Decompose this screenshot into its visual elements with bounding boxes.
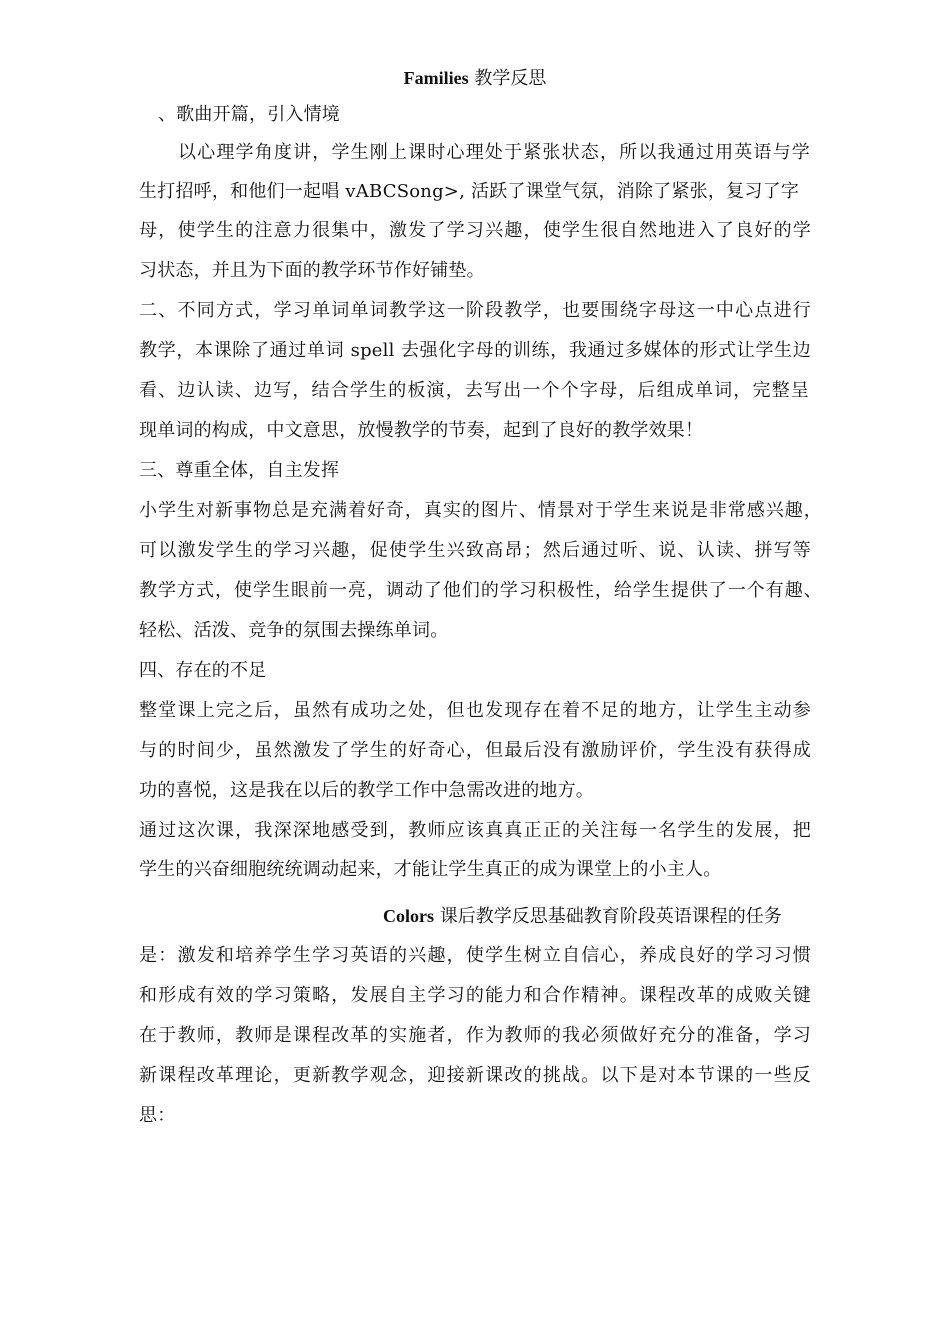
paragraph-line: 功的喜悦，这是我在以后的教学工作中急需改进的地方。 <box>139 780 594 801</box>
paragraph-line: 学生的兴奋细胞统统调动起来，才能让学生真正的成为课堂上的小主人。 <box>139 859 722 880</box>
paragraph-line: 看、边认读、边写，结合学生的板演，去写出一个个字母，后组成单词，完整呈 <box>139 380 809 401</box>
title-english: Families <box>403 68 469 88</box>
document-title <box>0 65 950 92</box>
paragraph-line: 轻松、活泼、竞争的氛围去操练单词。 <box>139 620 449 641</box>
paragraph-line: 与的时间少，虽然激发了学生的好奇心，但最后没有激励评价，学生没有获得成 <box>139 740 811 761</box>
subtitle-english: Colors <box>383 906 434 926</box>
paragraph-line: 以心理学角度讲，学生刚上课时心理处于紧张状态，所以我通过用英语与学 <box>178 142 810 163</box>
paragraph-line: 现单词的构成，中文意思，放慢教学的节奏，起到了良好的教学效果！ <box>139 420 704 441</box>
section-subtitle <box>383 903 782 930</box>
paragraph-line: 是：激发和培养学生学习英语的兴趣，使学生树立自信心，养成良好的学习习惯 <box>139 945 811 966</box>
paragraph-line: 整堂课上完之后，虽然有成功之处，但也发现存在着不足的地方，让学生主动参 <box>139 700 811 721</box>
paragraph-line: 思： <box>139 1105 176 1126</box>
section-heading-4: 四、存在的不足 <box>139 660 267 681</box>
paragraph-line: 教学方式，使学生眼前一亮，调动了他们的学习积极性，给学生提供了一个有趣、 <box>139 580 822 601</box>
paragraph-line: 在于教师，教师是课程改革的实施者，作为教师的我必须做好充分的准备，学习 <box>139 1025 811 1046</box>
paragraph-line: 和形成有效的学习策略，发展自主学习的能力和合作精神。课程改革的成败关键 <box>139 985 811 1006</box>
section-heading-3: 三、尊重全体，自主发挥 <box>139 460 340 481</box>
paragraph-line: 母，使学生的注意力很集中，激发了学习兴趣，使学生很自然地进入了良好的学 <box>139 220 811 241</box>
subtitle-chinese: 课后教学反思基础教育阶段英语课程的任务 <box>434 906 782 927</box>
paragraph-line: 生打招呼，和他们一起唱 vABCSong>, 活跃了课堂气氛，消除了紧张，复习了字 <box>139 181 799 202</box>
paragraph-line: 教学，本课除了通过单词 spell 去强化字母的训练，我通过多媒体的形式让学生边 <box>139 340 811 361</box>
paragraph-line: 新课程改革理论，更新教学观念，迎接新课改的挑战。以下是对本节课的一些反 <box>139 1065 811 1086</box>
paragraph-line: 小学生对新事物总是充满着好奇，真实的图片、情景对于学生来说是非常感兴趣， <box>139 500 822 521</box>
paragraph-line: 可以激发学生的学习兴趣，促使学生兴致高昂；然后通过听、说、认读、拼写等 <box>139 540 811 561</box>
title-chinese: 教学反思 <box>468 68 547 89</box>
section-heading-1: 、歌曲开篇，引入情境 <box>158 104 340 125</box>
paragraph-line: 通过这次课，我深深地感受到，教师应该真真正正的关注每一名学生的发展，把 <box>139 820 811 841</box>
section-heading-2: 二、不同方式，学习单词单词教学这一阶段教学，也要围绕字母这一中心点进行 <box>139 300 811 321</box>
paragraph-line: 习状态，并且为下面的教学环节作好铺垫。 <box>139 260 485 281</box>
